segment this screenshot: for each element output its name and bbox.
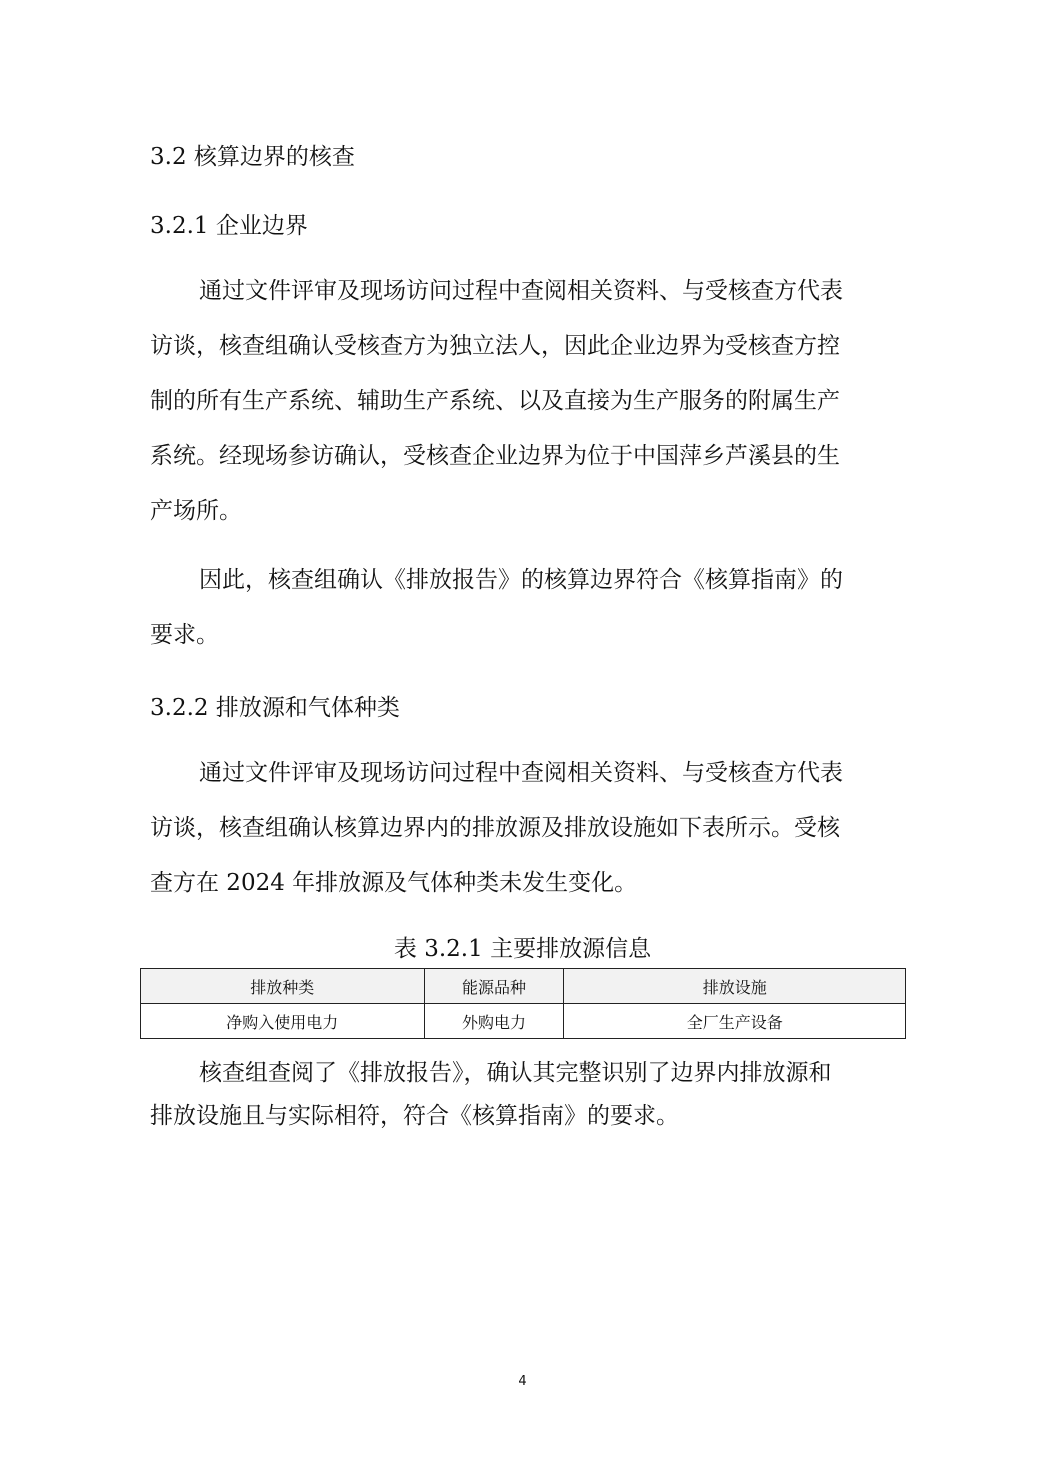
table-cell: 外购电力 bbox=[424, 1004, 564, 1039]
table-cell: 净购入使用电力 bbox=[141, 1004, 425, 1039]
table-caption: 表 3.2.1 主要排放源信息 bbox=[393, 936, 652, 962]
text-line: 制的所有生产系统、辅助生产系统、以及直接为生产服务的附属生产 bbox=[150, 388, 840, 414]
column-header: 排放种类 bbox=[141, 969, 425, 1004]
table-header-row bbox=[141, 969, 906, 1004]
text-line: 核查组查阅了《排放报告》，确认其完整识别了边界内排放源和 bbox=[199, 1060, 832, 1086]
section-heading-3-2-2: 3.2.2 排放源和气体种类 bbox=[150, 695, 400, 721]
text-line: 系统。经现场参访确认，受核查企业边界为位于中国萍乡芦溪县的生 bbox=[150, 443, 840, 469]
paragraph-verification-conclusion bbox=[150, 1052, 890, 1138]
text-line: 因此，核查组确认《排放报告》的核算边界符合《核算指南》的 bbox=[199, 567, 843, 593]
paragraph-emission-sources bbox=[150, 746, 890, 911]
text-line: 通过文件评审及现场访问过程中查阅相关资料、与受核查方代表 bbox=[199, 278, 843, 304]
emission-source-table bbox=[140, 968, 906, 1039]
column-header: 能源品种 bbox=[424, 969, 564, 1004]
text-line: 访谈，核查组确认受核查方为独立法人，因此企业边界为受核查方控 bbox=[150, 333, 840, 359]
paragraph-boundary-conclusion bbox=[150, 553, 890, 663]
text-line: 产场所。 bbox=[150, 498, 242, 524]
text-line: 访谈，核查组确认核算边界内的排放源及排放设施如下表所示。受核 bbox=[150, 815, 840, 841]
table-cell: 全厂生产设备 bbox=[564, 1004, 906, 1039]
column-header: 排放设施 bbox=[564, 969, 906, 1004]
page-number: 4 bbox=[518, 1374, 527, 1389]
text-line: 查方在 2024 年排放源及气体种类未发生变化。 bbox=[150, 870, 638, 896]
text-line: 通过文件评审及现场访问过程中查阅相关资料、与受核查方代表 bbox=[199, 760, 843, 786]
text-line: 排放设施且与实际相符，符合《核算指南》的要求。 bbox=[150, 1103, 679, 1129]
section-heading-3-2-1: 3.2.1 企业边界 bbox=[150, 213, 308, 239]
paragraph-enterprise-boundary bbox=[150, 264, 890, 539]
table-row bbox=[141, 1004, 906, 1039]
section-heading-3-2: 3.2 核算边界的核查 bbox=[150, 144, 355, 170]
text-line: 要求。 bbox=[150, 622, 219, 648]
